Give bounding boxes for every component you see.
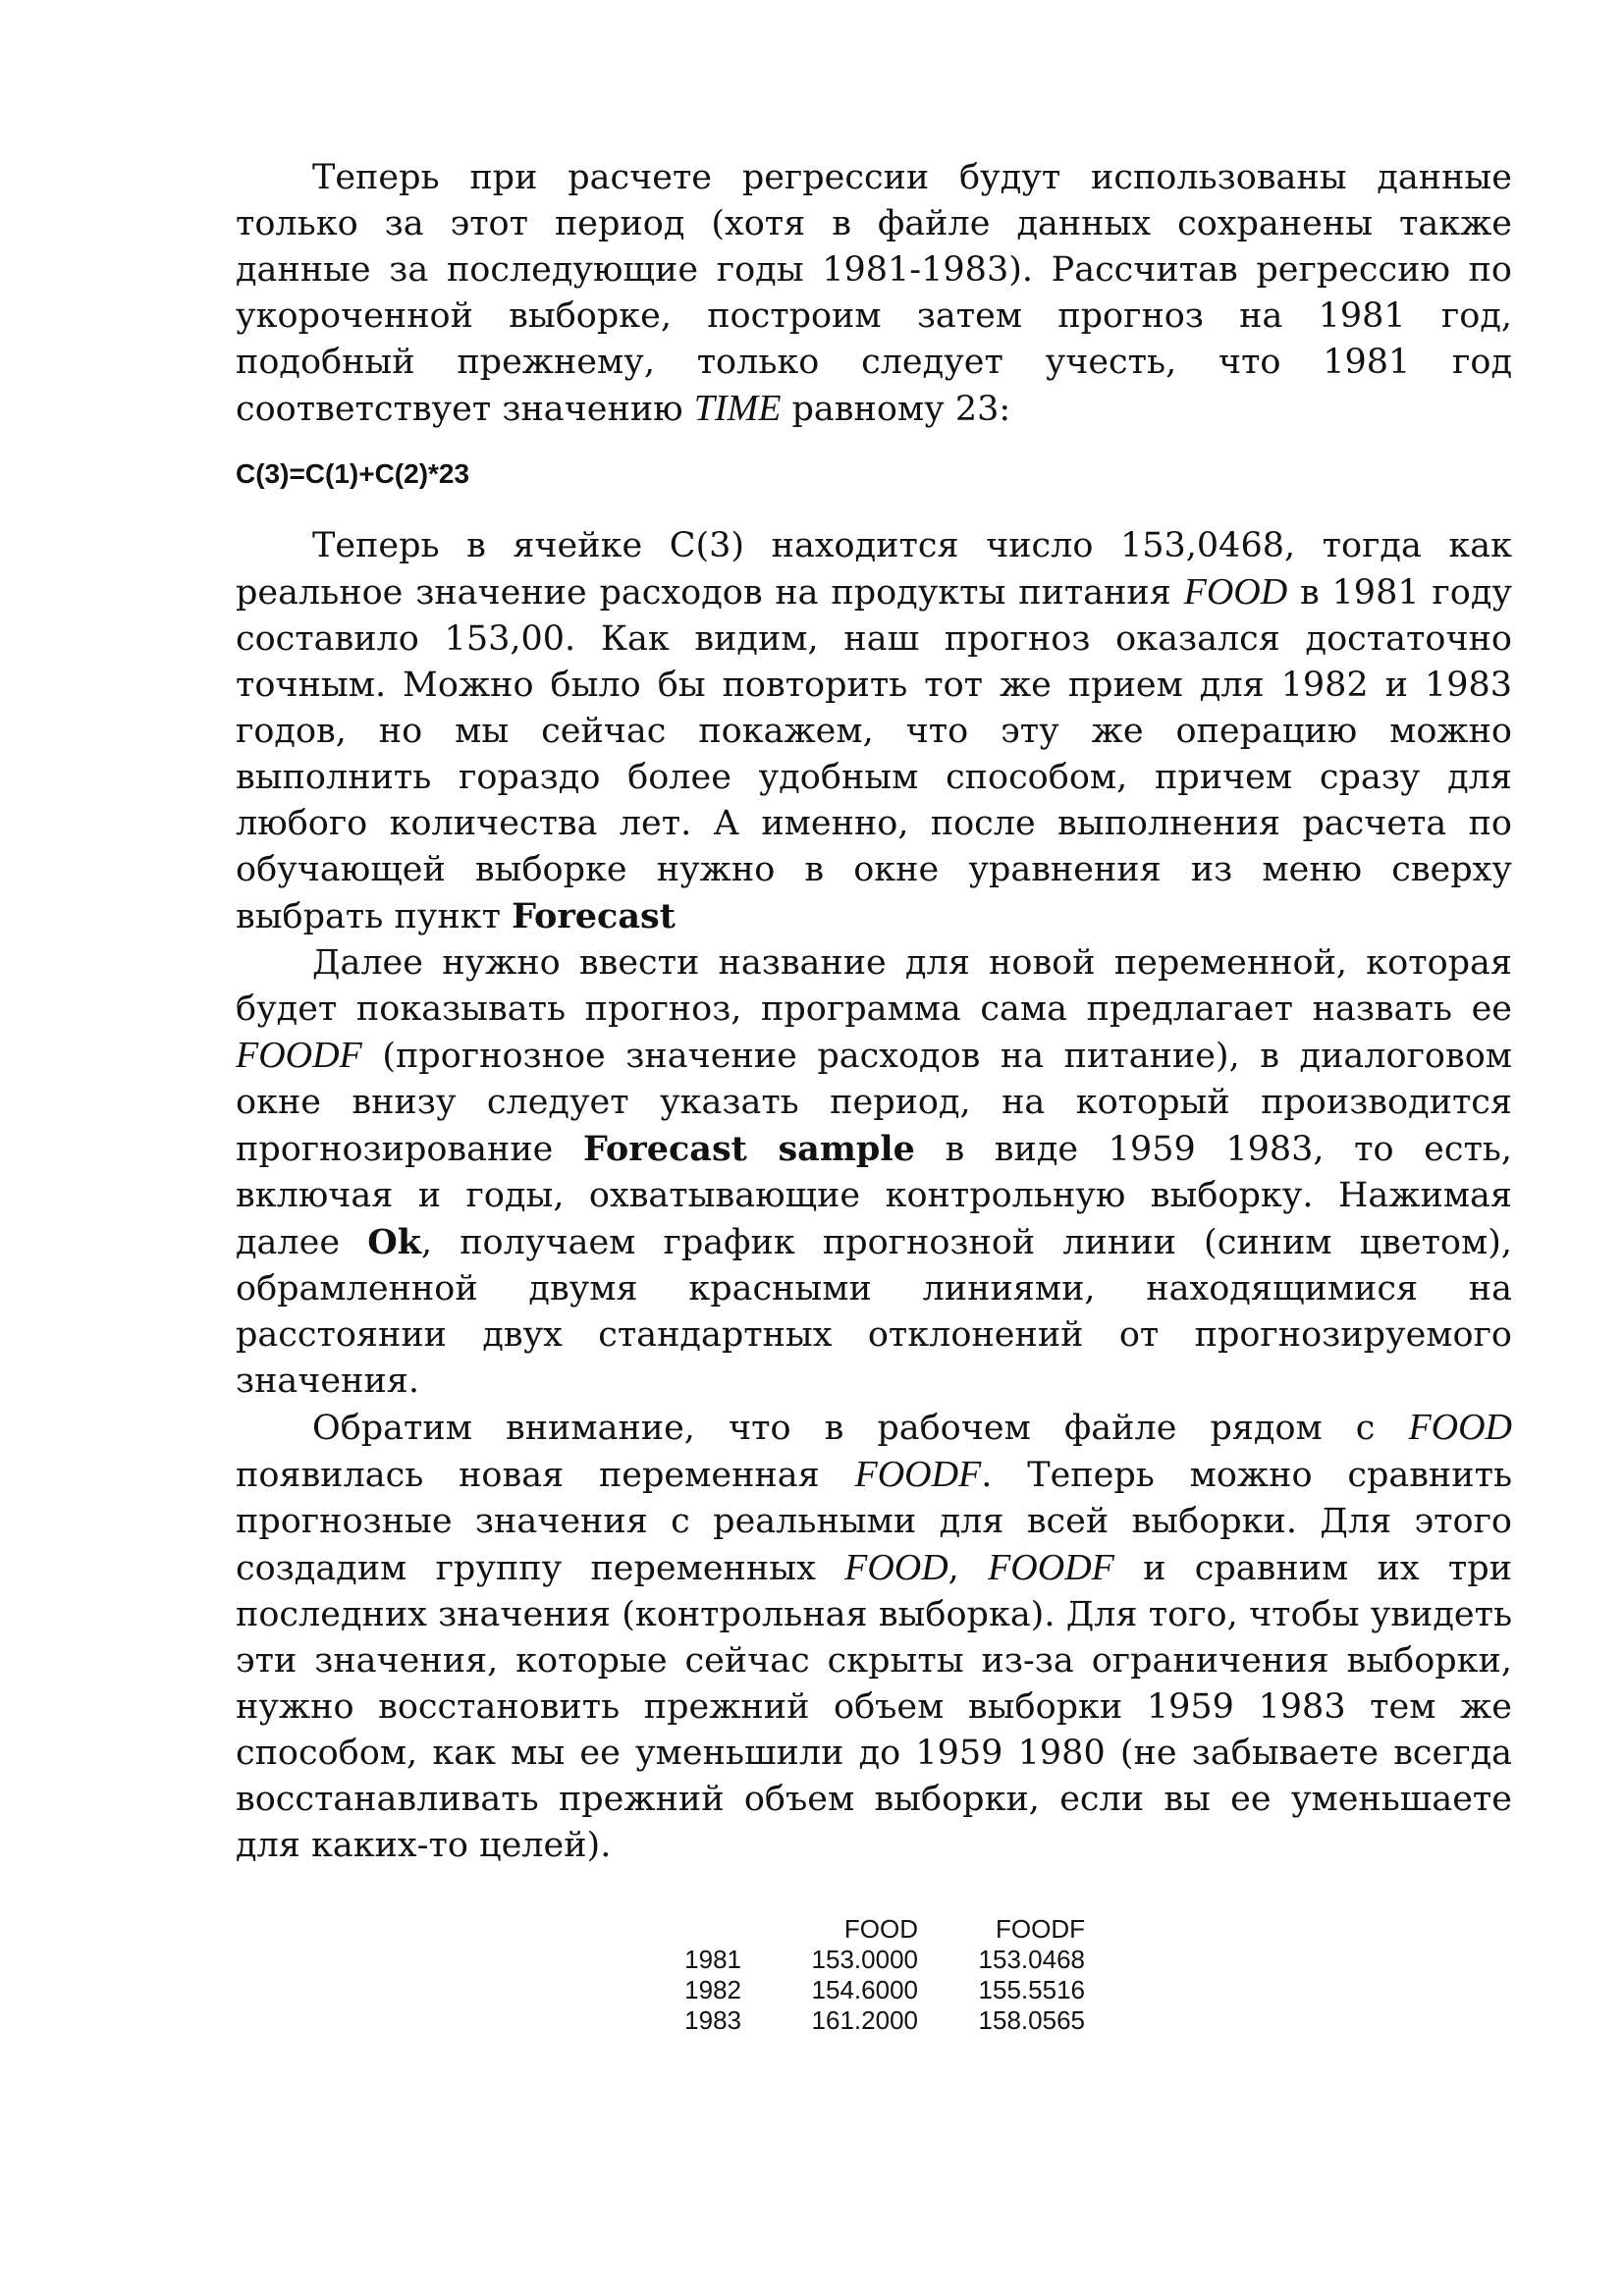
header-cell xyxy=(628,1914,741,1945)
data-table xyxy=(628,1914,1085,2036)
paragraph-3-text-3: в виде 1959 1983, то есть, включая и годы, охватывающие контрольную выборку. Нажимая далее xyxy=(236,1130,1512,1262)
menu-item-forecast: Forecast xyxy=(512,896,676,936)
paragraph-2 xyxy=(236,523,1512,940)
paragraph-3 xyxy=(236,940,1512,1405)
variable-food: FOOD xyxy=(844,1547,948,1588)
foodf-cell: 153.0468 xyxy=(978,1945,1085,1974)
header-cell: FOOD xyxy=(843,1914,918,1944)
paragraph-2-text-end: в 1981 году составило 153,00. Как видим, наш прогноз оказался достаточно точным. Можно было бы повторить тот же прием для 1982 и 1983 годов, но мы сейчас покажем, что эту же операцию можно выполнить гораздо более удобным способом, причем сразу для любого количества лет. А именно, после выполнения расчета по обучающей выборке нужно в окне уравнения из меню сверху выбрать пункт xyxy=(236,573,1512,936)
formula: C(3)=C(1)+C(2)*23 xyxy=(236,458,470,489)
variable-food: FOOD xyxy=(1183,571,1288,613)
variable-time: TIME xyxy=(693,388,782,429)
year-cell: 1982 xyxy=(684,1975,741,2004)
foodf-cell: 155.5516 xyxy=(978,1975,1085,2004)
paragraph-4-text: Обратим внимание, что в рабочем файле рядом с xyxy=(312,1409,1409,1448)
year-cell: 1983 xyxy=(684,2005,741,2035)
variable-foodf: FOODF xyxy=(854,1454,982,1495)
variable-foodf: FOODF xyxy=(988,1547,1114,1588)
document-page xyxy=(236,155,1512,1869)
term-forecast-sample: Forecast sample xyxy=(582,1129,915,1169)
forecast-table xyxy=(628,1914,1085,2036)
food-cell: 161.2000 xyxy=(811,2005,918,2035)
variable-food: FOOD xyxy=(1408,1407,1512,1448)
paragraph-3-text-2: (прогнозное значение расходов на питание), в диалоговом окне внизу следует указать период, на который производится прогнозирование xyxy=(236,1037,1512,1169)
food-cell: 154.6000 xyxy=(811,1975,918,2004)
term-ok: Ok xyxy=(367,1222,421,1262)
paragraph-3-text-4: , получаем график прогнозной линии (синим цветом), обрамленной двумя красными линиями, находящимися на расстоянии двух стандартных отклонений от прогнозируемого значения. xyxy=(236,1223,1513,1401)
food-cell: 153.0000 xyxy=(811,1945,918,1974)
paragraph-4-text-3: . Теперь можно сравнить прогнозные значения с реальными для всей выборки. Для этого создадим группу переменных xyxy=(236,1456,1512,1588)
paragraph-4-comma: , xyxy=(947,1549,989,1588)
foodf-cell: 158.0565 xyxy=(978,2005,1085,2035)
header-cell: FOODF xyxy=(996,1914,1085,1944)
table-row xyxy=(628,2005,1085,2036)
table-row xyxy=(628,1975,1085,2005)
paragraph-4-text-2: появилась новая переменная xyxy=(236,1456,855,1495)
paragraph-1-text-end: равному 23: xyxy=(781,390,1011,429)
table-header-row xyxy=(628,1914,1085,1945)
paragraph-1-text: Теперь при расчете регрессии будут использованы данные только за этот период (хотя в файле данных сохранены также данные за последующие годы 1981-1983). Рассчитав регрессию по укороченной выборке, построим затем прогноз на 1981 год, подобный прежнему, только следует учесть, что 1981 год соответствует значению xyxy=(236,158,1512,429)
paragraph-2-text: Теперь в ячейке C(3) находится число 153,0468, тогда как реальное значение расходов на продукты питания xyxy=(236,526,1512,613)
variable-foodf: FOODF xyxy=(236,1035,362,1076)
paragraph-3-text: Далее нужно ввести название для новой переменной, которая будет показывать прогноз, программа сама предлагает назвать ее xyxy=(236,943,1512,1029)
paragraph-4-text-4: и сравним их три последних значения (контрольная выборка). Для того, чтобы увидеть эти значения, которые сейчас скрыты из-за ограничения выборки, нужно восстановить прежний объем выборки 1959 1983 тем же способом, как мы ее уменьшили до 1959 1980 (не забываете всегда восстанавливать прежний объем выборки, если вы ее уменьшаете для каких-то целей). xyxy=(236,1549,1512,1865)
paragraph-1 xyxy=(236,155,1512,433)
paragraph-4 xyxy=(236,1405,1512,1869)
year-cell: 1981 xyxy=(684,1945,741,1974)
table-row xyxy=(628,1945,1085,1975)
